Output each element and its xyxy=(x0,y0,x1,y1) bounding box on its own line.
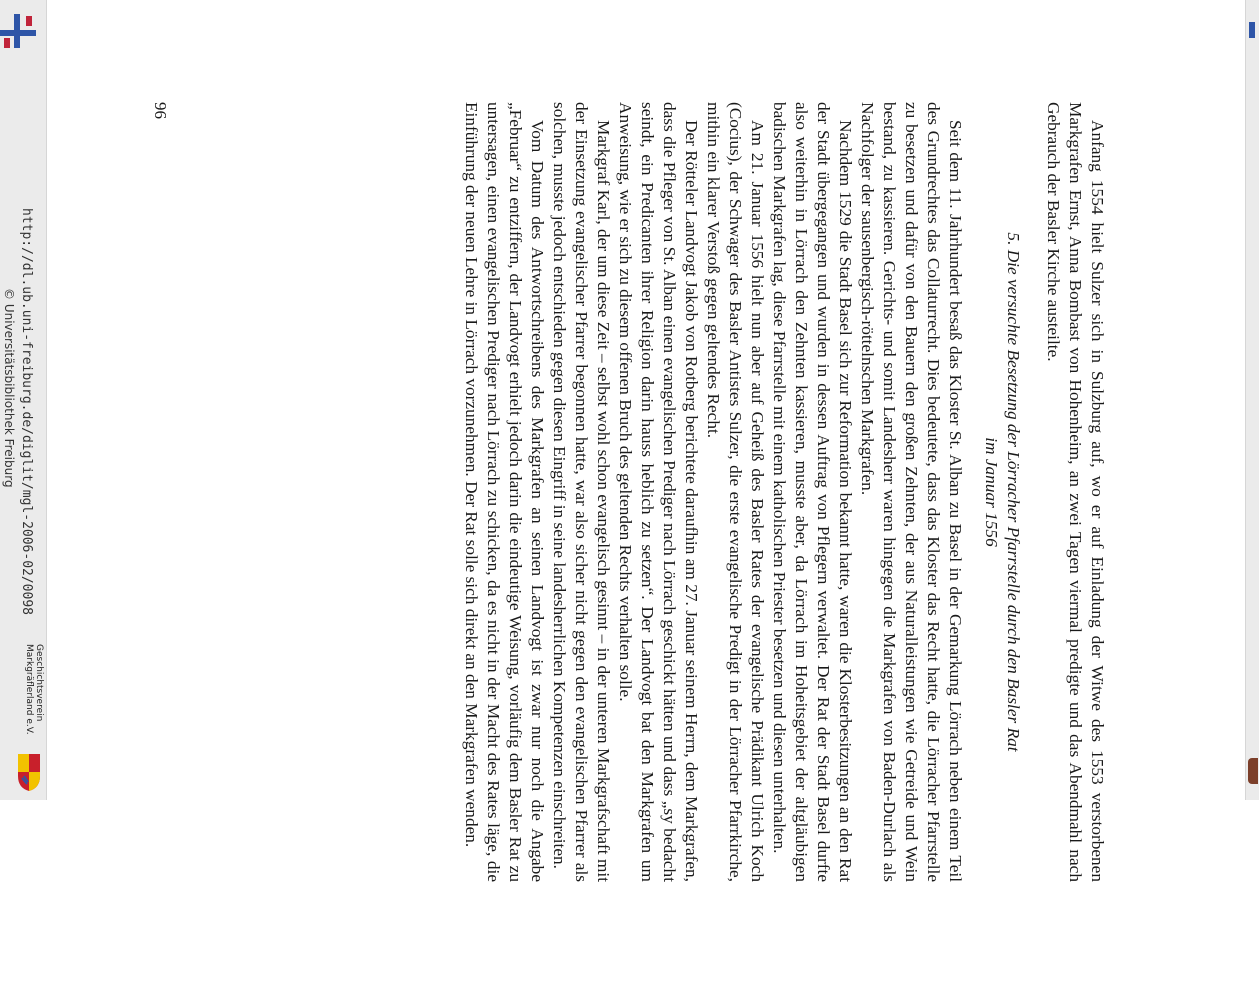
footer-publisher xyxy=(24,644,44,735)
section-heading-line-1: 5. Die versuchte Besetzung der Lörracher Pfarrstelle durch den Basler Rat xyxy=(1004,232,1023,752)
page-number: 96 xyxy=(151,102,170,119)
right-logo-fragment-icon xyxy=(1249,22,1255,38)
paragraph-intro: Anfang 1554 hielt Sulzer sich in Sulzburg auf, wo er auf Einladung der Witwe des 1553 verstorbenen Markgrafen Ernst, Anna Bombast von Hohenheim, an zwei Tagen viermal predigte und das Abendmahl nach Gebrauch der Basler Kirche austeilte. xyxy=(1044,102,1107,882)
paragraph: Nachdem 1529 die Stadt Basel sich zur Reformation bekannt hatte, waren die Klosterbesitzungen an den Rat der Stadt übergegangen und wurden in dessen Auftrag von Pflegern verwaltet. Der Rat der Stadt Basel durfte also weiterhin in Lörrach den Zehnten kassieren, musste aber, da Lörrach im Hoheitsgebiet der altgläubigen badischen Markgrafen lag, diese Pfarrstelle mit einem katholischen Priester besetzen und diesen unterhalten. xyxy=(770,102,855,882)
section-heading xyxy=(980,102,1024,882)
page-text xyxy=(460,102,1108,882)
publisher-line-2: Markgräflerland e.V. xyxy=(24,644,34,735)
footer-url[interactable]: http://dl.ub.uni-freiburg.de/diglit/mgl-2006-02/0098 xyxy=(19,208,34,615)
section-heading-line-2: im Januar 1556 xyxy=(982,437,1001,547)
viewer-right-margin xyxy=(1245,0,1259,800)
right-crest-fragment-icon xyxy=(1248,758,1258,784)
scanned-page xyxy=(108,102,1108,882)
paragraph: Am 21. Januar 1556 hielt nun aber auf Geheiß des Basler Rates der evangelische Prädikant Ulrich Koch (Cocius), der Schwager des Basler Antistes Sulzer, die erste evangelische Predigt in der Lörracher Pfarrkirche, mithin ein klarer Verstoß gegen geltendes Recht. xyxy=(704,102,767,882)
library-logo-icon xyxy=(0,12,40,52)
publisher-line-1: Geschichtsverein xyxy=(34,644,44,722)
paragraph: Markgraf Karl, der um diese Zeit – selbst wohl schon evangelisch gesinnt – in der unteren Markgrafschaft mit der Einsetzung evangelischer Pfarrer begonnen hatte, war also sicher nicht gegen den evangelischen Pfarrer als solchen, musste jedoch entschieden gegen diesen Eingriff in seine landesherrlichen Kompetenzen einschreiten. xyxy=(550,102,613,882)
paragraph: Vom Datum des Antwortschreibens des Markgrafen an seinen Landvogt ist zwar nur noch die Angabe „Februar“ zu entziffern, der Landvogt erhielt jedoch darin die eindeutige Weisung, vorläufig dem Basler Rat zu untersagen, einen evangelischen Prediger nach Lörrach zu schicken, da es nicht in der Macht des Rates läge, die Einführung der neuen Lehre in Lörrach vorzunehmen. Der Rat solle sich direkt an den Markgrafen wenden. xyxy=(462,102,547,882)
footer-copyright: © Universitätsbibliothek Freiburg xyxy=(2,288,16,488)
paragraph: Der Rötteler Landvogt Jakob von Rotberg berichtete daraufhin am 27. Januar seinem Herrn, dem Markgrafen, dass die Pfleger von St. Alban einen evangelischen Prediger nach Lörrach geschickt hätten und dass „sy bedacht seindt, ein Predicanten ihrer Religion darin hauss heblich zu setzen“. Der Landvogt bat den Markgrafen um Anweisung, wie er sich zu diesem offenen Bruch des geltenden Rechts verhalten solle. xyxy=(616,102,701,882)
paragraph: Seit dem 11. Jahrhundert besaß das Kloster St. Alban zu Basel in der Gemarkung Lörrach neben einem Teil des Grundrechtes das Collaturrecht. Dies bedeutete, dass das Kloster das Recht hatte, die Lörracher Pfarrstelle zu besetzen und dafür von den Bauern den großen Zehnten, der aus Naturalleistungen wie Getreide und Wein bestand, zu kassieren. Gerichts- und somit Landesherr waren hingegen die Markgrafen von Baden-Durlach als Nachfolger der sausenbergisch-röttelnschen Markgrafen. xyxy=(858,102,965,882)
